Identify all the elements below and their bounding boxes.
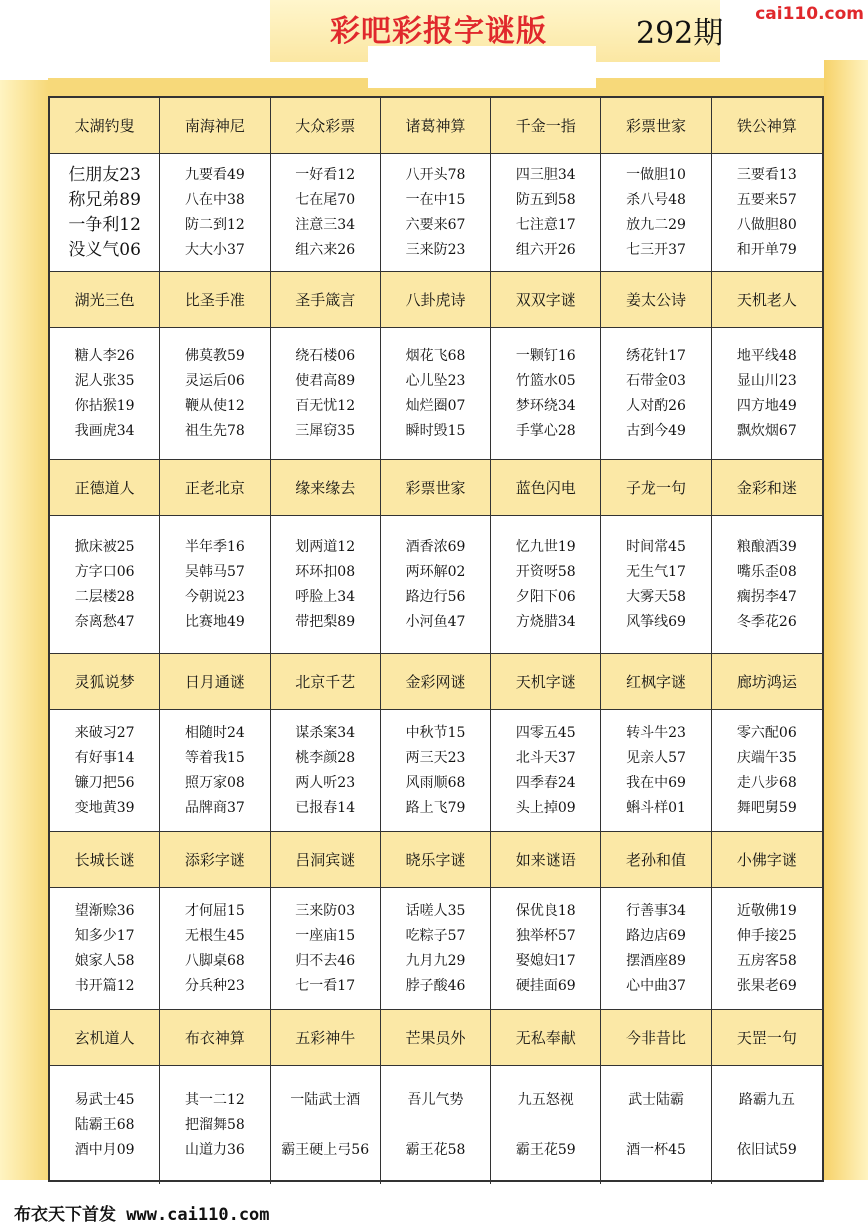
column-header: 金彩和迷 [712, 460, 822, 516]
riddle-line: 保优良18 [515, 902, 576, 919]
column-header: 太湖钓叟 [50, 98, 160, 154]
page-title: 彩吧彩报字谜版 [330, 14, 547, 49]
riddle-cell [712, 154, 822, 272]
riddle-line: 变地黄39 [74, 799, 135, 816]
riddle-cell [381, 328, 491, 460]
riddle-line: 小河鱼47 [405, 613, 466, 630]
riddle-line: 一好看12 [295, 166, 356, 183]
riddle-line: 张果老69 [736, 977, 797, 994]
riddle-line: 近敬佛19 [736, 902, 797, 919]
column-header: 诸葛神算 [381, 98, 491, 154]
riddle-line: 脖子酸46 [405, 977, 466, 994]
riddle-line: 知多少17 [74, 927, 135, 944]
riddle-line: 四三胆34 [515, 166, 576, 183]
riddle-line: 把溜舞58 [185, 1116, 245, 1133]
riddle-line: 百无忧12 [295, 397, 356, 414]
riddle-line: 归不去46 [295, 952, 356, 969]
column-header: 布衣神算 [160, 1010, 270, 1066]
riddle-line: 石带金03 [626, 372, 686, 389]
riddle-line: 划两道12 [295, 538, 356, 555]
riddle-cell [160, 516, 270, 654]
riddle-line: 三犀窃35 [295, 422, 356, 439]
riddle-line: 霸王硬上弓56 [281, 1141, 370, 1158]
riddle-line: 五要来57 [736, 191, 797, 208]
riddle-line: 品牌商37 [185, 799, 245, 816]
riddle-line: 忆九世19 [515, 538, 576, 555]
riddle-line: 七注意17 [515, 216, 576, 233]
column-header: 正老北京 [160, 460, 270, 516]
riddle-line: 大大小37 [185, 241, 245, 258]
riddle-line: 时间常45 [626, 538, 686, 555]
riddle-line: 飘炊烟67 [736, 422, 797, 439]
riddle-line: 呼脸上34 [295, 588, 356, 605]
riddle-cell [712, 1066, 822, 1184]
riddle-line: 路边行56 [405, 588, 466, 605]
riddle-line: 路霸九五 [738, 1091, 795, 1108]
riddle-line: 防五到58 [515, 191, 576, 208]
riddle-line: 七在尾70 [295, 191, 356, 208]
riddle-line: 半年季16 [185, 538, 245, 555]
column-header: 日月通谜 [160, 654, 270, 710]
riddle-line: 易武士45 [74, 1091, 135, 1108]
riddle-line: 烟花飞68 [405, 347, 466, 364]
riddle-line: 粮酿酒39 [736, 538, 797, 555]
riddle-line: 环环扣08 [295, 563, 356, 580]
issue-number: 292期 [636, 16, 724, 51]
riddle-line: 八开头78 [405, 166, 466, 183]
riddle-line: 武士陆霸 [628, 1091, 685, 1108]
riddle-cell [601, 516, 711, 654]
column-header: 廊坊鸿运 [712, 654, 822, 710]
column-header: 大众彩票 [271, 98, 381, 154]
riddle-line: 四季春24 [515, 774, 576, 791]
riddle-line: 谋杀案34 [295, 724, 356, 741]
riddle-line: 人对酌26 [626, 397, 686, 414]
riddle-line: 桃李颜28 [295, 749, 356, 766]
riddle-line: 没义气06 [68, 239, 141, 260]
riddle-line: 风筝线69 [626, 613, 686, 630]
riddle-line: 开资呀58 [515, 563, 576, 580]
riddle-line: 照万家08 [185, 774, 245, 791]
riddle-cell [50, 1066, 160, 1184]
column-header: 八卦虎诗 [381, 272, 491, 328]
column-header: 添彩字谜 [160, 832, 270, 888]
column-header: 玄机道人 [50, 1010, 160, 1066]
riddle-line: 转斗牛23 [626, 724, 686, 741]
riddle-line: 无生气17 [626, 563, 686, 580]
riddle-line: 古到今49 [626, 422, 686, 439]
riddle-line: 无根生45 [185, 927, 245, 944]
riddle-line: 大雾天58 [626, 588, 686, 605]
riddle-line: 分兵种23 [185, 977, 245, 994]
riddle-cell [712, 516, 822, 654]
column-header: 天罡一句 [712, 1010, 822, 1066]
riddle-line: 鞭从使12 [185, 397, 245, 414]
riddle-line: 吾儿气势 [407, 1091, 464, 1108]
column-header: 蓝色闪电 [491, 460, 601, 516]
riddle-line: 行善事34 [626, 902, 686, 919]
riddle-cell [160, 1066, 270, 1184]
riddle-line: 酒一杯45 [626, 1141, 686, 1158]
riddle-line: 掀床被25 [74, 538, 135, 555]
riddle-line: 八做胆80 [736, 216, 797, 233]
riddle-table [48, 96, 824, 1182]
column-header: 小佛字谜 [712, 832, 822, 888]
riddle-line: 祖生先78 [185, 422, 245, 439]
riddle-cell [712, 888, 822, 1010]
riddle-line: 书开篇12 [74, 977, 135, 994]
riddle-cell [381, 516, 491, 654]
riddle-line: 和开单79 [736, 241, 797, 258]
riddle-line: 两三天23 [405, 749, 466, 766]
column-header: 五彩神牛 [271, 1010, 381, 1066]
riddle-line: 一在中15 [405, 191, 466, 208]
riddle-line: 吃粽子57 [405, 927, 466, 944]
riddle-line: 酒中月09 [74, 1141, 135, 1158]
riddle-line: 比赛地49 [185, 613, 245, 630]
riddle-line: 杀八号48 [626, 191, 686, 208]
riddle-cell [271, 516, 381, 654]
column-header: 无私奉献 [491, 1010, 601, 1066]
column-header: 彩票世家 [601, 98, 711, 154]
column-header: 正德道人 [50, 460, 160, 516]
riddle-line: 嘴乐歪08 [736, 563, 797, 580]
riddle-line: 瞬时毁15 [405, 422, 466, 439]
column-header: 天机老人 [712, 272, 822, 328]
column-header: 千金一指 [491, 98, 601, 154]
riddle-line: 糖人李26 [74, 347, 135, 364]
riddle-line: 已报春14 [295, 799, 356, 816]
column-header: 双双字谜 [491, 272, 601, 328]
column-header: 南海神尼 [160, 98, 270, 154]
riddle-line: 我画虎34 [74, 422, 135, 439]
riddle-cell [381, 888, 491, 1010]
riddle-cell [160, 328, 270, 460]
riddle-line: 才何屈15 [185, 902, 245, 919]
riddle-cell [271, 328, 381, 460]
riddle-cell [601, 328, 711, 460]
left-border-decoration [0, 80, 48, 1180]
riddle-line: 七一看17 [295, 977, 356, 994]
riddle-line: 仨朋友23 [68, 164, 141, 185]
riddle-line: 其一二12 [185, 1091, 245, 1108]
riddle-cell [50, 516, 160, 654]
column-header: 北京千艺 [271, 654, 381, 710]
riddle-line: 竹篮水05 [515, 372, 576, 389]
riddle-cell [491, 1066, 601, 1184]
riddle-cell [50, 154, 160, 272]
riddle-line: 硬挂面69 [515, 977, 576, 994]
riddle-line: 依旧试59 [736, 1141, 797, 1158]
riddle-line: 方字口06 [74, 563, 135, 580]
riddle-line: 见亲人57 [626, 749, 686, 766]
riddle-cell [271, 710, 381, 832]
riddle-line: 三来防23 [405, 241, 466, 258]
riddle-cell [50, 328, 160, 460]
column-header: 灵狐说梦 [50, 654, 160, 710]
riddle-line: 今朝说23 [185, 588, 245, 605]
riddle-line: 八脚桌68 [185, 952, 245, 969]
riddle-line: 一做胆10 [626, 166, 686, 183]
column-header: 如来谜语 [491, 832, 601, 888]
riddle-line: 方烧腊34 [515, 613, 576, 630]
riddle-line: 使君高89 [295, 372, 356, 389]
column-header: 铁公神算 [712, 98, 822, 154]
riddle-line: 四零五45 [515, 724, 576, 741]
riddle-cell [491, 888, 601, 1010]
column-header: 圣手箴言 [271, 272, 381, 328]
riddle-line: 有好事14 [74, 749, 135, 766]
riddle-cell [491, 710, 601, 832]
riddle-line: 瘸拐李47 [736, 588, 797, 605]
riddle-line: 四方地49 [736, 397, 797, 414]
riddle-line: 灿烂圈07 [405, 397, 466, 414]
riddle-line: 独举杯57 [515, 927, 576, 944]
riddle-line: 摆酒座89 [626, 952, 686, 969]
riddle-cell [271, 1066, 381, 1184]
footer-text: 布衣天下首发 www.cai110.com [14, 1205, 270, 1225]
column-header: 吕洞宾谜 [271, 832, 381, 888]
right-border-decoration [824, 60, 868, 1180]
column-header: 子龙一句 [601, 460, 711, 516]
riddle-line: 五房客58 [736, 952, 797, 969]
riddle-line: 夕阳下06 [515, 588, 576, 605]
riddle-line: 防二到12 [185, 216, 245, 233]
riddle-cell [381, 1066, 491, 1184]
riddle-cell [601, 154, 711, 272]
column-header: 彩票世家 [381, 460, 491, 516]
riddle-line: 北斗天37 [515, 749, 576, 766]
riddle-line: 头上掉09 [515, 799, 576, 816]
riddle-line: 泥人张35 [74, 372, 135, 389]
column-header: 芒果员外 [381, 1010, 491, 1066]
riddle-line: 九五怒视 [517, 1091, 574, 1108]
riddle-cell [271, 154, 381, 272]
riddle-cell [381, 710, 491, 832]
riddle-line: 绣花针17 [626, 347, 686, 364]
riddle-cell [491, 154, 601, 272]
riddle-line: 放九二29 [626, 216, 686, 233]
riddle-cell [160, 888, 270, 1010]
riddle-cell [601, 710, 711, 832]
riddle-line: 伸手接25 [736, 927, 797, 944]
riddle-line: 娶媳妇17 [515, 952, 576, 969]
column-header: 天机字谜 [491, 654, 601, 710]
riddle-line: 风雨顺68 [405, 774, 466, 791]
column-header: 红枫字谜 [601, 654, 711, 710]
riddle-line: 组六来26 [295, 241, 356, 258]
riddle-line: 带把梨89 [295, 613, 356, 630]
column-header: 长城长谜 [50, 832, 160, 888]
riddle-line: 绕石楼06 [295, 347, 356, 364]
riddle-line: 陆霸王68 [74, 1116, 135, 1133]
column-header: 今非昔比 [601, 1010, 711, 1066]
riddle-line: 你拈猴19 [74, 397, 135, 414]
riddle-line: 二层楼28 [74, 588, 135, 605]
riddle-line: 三来防03 [295, 902, 356, 919]
riddle-line: 梦环绕34 [515, 397, 576, 414]
site-logo-text: cai110.com [755, 4, 864, 24]
riddle-line: 相随时24 [185, 724, 245, 741]
riddle-cell [160, 154, 270, 272]
riddle-line: 九月九29 [405, 952, 466, 969]
riddle-line: 奈离愁47 [74, 613, 135, 630]
column-header: 湖光三色 [50, 272, 160, 328]
riddle-line: 八在中38 [185, 191, 245, 208]
column-header: 金彩网谜 [381, 654, 491, 710]
riddle-line: 显山川23 [736, 372, 797, 389]
riddle-line: 两人听23 [295, 774, 356, 791]
riddle-line: 组六开26 [515, 241, 576, 258]
riddle-line: 一座庙15 [295, 927, 356, 944]
riddle-line: 蝌斗样01 [626, 799, 686, 816]
riddle-cell [50, 710, 160, 832]
riddle-line: 娘家人58 [74, 952, 135, 969]
riddle-cell [50, 888, 160, 1010]
riddle-cell [160, 710, 270, 832]
riddle-line: 霸王花58 [405, 1141, 466, 1158]
riddle-line: 冬季花26 [736, 613, 797, 630]
riddle-line: 舞吧舅59 [736, 799, 797, 816]
riddle-line: 镰刀把56 [74, 774, 135, 791]
riddle-line: 一陆武士酒 [290, 1091, 361, 1108]
riddle-cell [601, 1066, 711, 1184]
riddle-line: 路上飞79 [405, 799, 466, 816]
riddle-line: 庆端午35 [736, 749, 797, 766]
riddle-line: 心中曲37 [626, 977, 686, 994]
riddle-line: 佛莫教59 [185, 347, 245, 364]
riddle-line: 零六配06 [736, 724, 797, 741]
riddle-line: 九要看49 [185, 166, 245, 183]
riddle-cell [601, 888, 711, 1010]
riddle-line: 三要看13 [736, 166, 797, 183]
riddle-cell [381, 154, 491, 272]
column-header: 缘来缘去 [271, 460, 381, 516]
riddle-line: 来破习27 [74, 724, 135, 741]
riddle-line: 中秋节15 [405, 724, 466, 741]
riddle-line: 霸王花59 [515, 1141, 576, 1158]
riddle-line: 手掌心28 [515, 422, 576, 439]
column-header: 比圣手准 [160, 272, 270, 328]
column-header: 姜太公诗 [601, 272, 711, 328]
riddle-cell [712, 710, 822, 832]
riddle-line: 六要来67 [405, 216, 466, 233]
riddle-line: 走八步68 [736, 774, 797, 791]
riddle-line: 话嗟人35 [405, 902, 466, 919]
riddle-line: 注意三34 [295, 216, 356, 233]
column-header: 老孙和值 [601, 832, 711, 888]
riddle-cell [271, 888, 381, 1010]
riddle-line: 一争利12 [68, 214, 141, 235]
riddle-line: 地平线48 [736, 347, 797, 364]
riddle-line: 望渐赊36 [74, 902, 135, 919]
riddle-line: 心儿坠23 [405, 372, 466, 389]
column-header: 晓乐字谜 [381, 832, 491, 888]
riddle-line: 酒香浓69 [405, 538, 466, 555]
riddle-line: 灵运后06 [185, 372, 245, 389]
riddle-line: 称兄弟89 [68, 189, 141, 210]
riddle-line: 一颗钉16 [515, 347, 576, 364]
riddle-cell [712, 328, 822, 460]
riddle-line: 我在中69 [626, 774, 686, 791]
riddle-line: 路边店69 [626, 927, 686, 944]
riddle-line: 两环解02 [405, 563, 466, 580]
riddle-line: 等着我15 [185, 749, 245, 766]
riddle-line: 七三开37 [626, 241, 686, 258]
riddle-line: 山道力36 [185, 1141, 245, 1158]
riddle-cell [491, 328, 601, 460]
riddle-line: 吴韩马57 [185, 563, 245, 580]
riddle-cell [491, 516, 601, 654]
